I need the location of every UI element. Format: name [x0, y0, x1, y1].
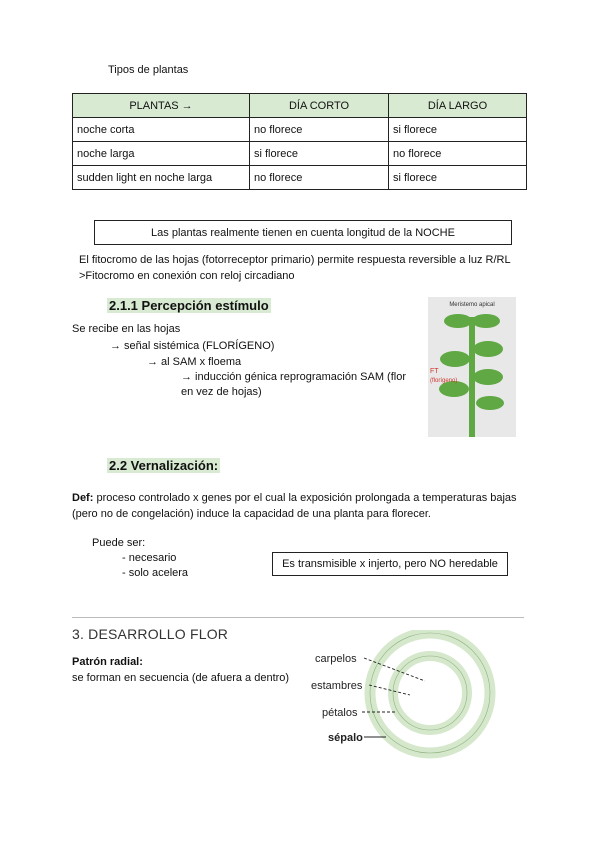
- perception-line-4: → inducción génica reprogramación SAM (flor: [181, 371, 406, 383]
- table-cell: noche corta: [73, 118, 250, 142]
- leaf: [440, 351, 470, 367]
- table-header-row: [73, 94, 527, 118]
- vernalization-title: 2.2 Vernalización:: [109, 458, 219, 473]
- flower-rings-diagram: [300, 630, 524, 762]
- option-solo-acelera: - solo acelera: [122, 567, 189, 579]
- table-cell: si florece: [389, 166, 527, 190]
- plant-figure: [428, 297, 516, 437]
- leaf: [444, 314, 472, 328]
- leaf: [476, 396, 504, 410]
- table-cell: no florece: [250, 166, 389, 190]
- graft-note-text: Es transmisible x injerto, pero NO heredable: [282, 558, 498, 570]
- header-dia-largo: DÍA LARGO: [389, 94, 527, 118]
- perception-title: 2.1.1 Percepción estímulo: [109, 298, 269, 313]
- perception-line-1: Se recibe en las hojas: [72, 323, 181, 335]
- perception-line-2: → señal sistémica (FLORÍGENO): [110, 340, 275, 352]
- label-petalos: pétalos: [322, 707, 358, 719]
- figure-label-florigeno: (florígeno): [430, 378, 458, 384]
- table-row: [73, 166, 527, 190]
- figure-label-meristem: Meristemo apical: [449, 302, 495, 308]
- label-estambres: estambres: [311, 680, 363, 692]
- table-cell: si florece: [389, 118, 527, 142]
- graft-note-box: [272, 552, 508, 576]
- header-dia-corto: DÍA CORTO: [250, 94, 389, 118]
- definition-line-1: [72, 492, 517, 504]
- table-cell: no florece: [389, 142, 527, 166]
- label-carpelos: carpelos: [315, 653, 357, 665]
- night-note-box: [94, 220, 512, 245]
- night-note-text: Las plantas realmente tienen en cuenta longitud de la NOCHE: [151, 226, 455, 239]
- perception-line-5: en vez de hojas): [181, 386, 262, 398]
- vernalization-heading: [107, 458, 220, 473]
- leaf: [472, 314, 500, 328]
- section-divider: [72, 617, 524, 618]
- fitocromo-line-1: El fitocromo de las hojas (fotorreceptor primario) permite respuesta reversible a luz R/RL: [79, 254, 511, 266]
- header-plantas: PLANTAS →: [73, 94, 250, 118]
- ring-petalos: [393, 656, 467, 730]
- option-necesario: - necesario: [122, 552, 177, 564]
- flower-section-title: 3. DESARROLLO FLOR: [72, 626, 229, 642]
- definition-text-1: proceso controlado x genes por el cual la exposición prolongada a temperaturas bajas: [93, 492, 517, 504]
- table-row: [73, 142, 527, 166]
- table-cell: no florece: [250, 118, 389, 142]
- label-sepalo: sépalo: [328, 732, 363, 744]
- table-cell: noche larga: [73, 142, 250, 166]
- can-be-label: Puede ser:: [92, 537, 146, 549]
- table-cell: sudden light en noche larga: [73, 166, 250, 190]
- table-row: [73, 118, 527, 142]
- table-cell: si florece: [250, 142, 389, 166]
- table-caption: Tipos de plantas: [108, 64, 189, 76]
- perception-line-3: → al SAM x floema: [147, 356, 242, 368]
- fitocromo-line-2: >Fitocromo en conexión con reloj circadiano: [79, 270, 295, 282]
- pattern-text: se forman en secuencia (de afuera a dentro): [72, 672, 290, 684]
- pattern-label: Patrón radial:: [72, 656, 143, 668]
- definition-line-2: (pero no de congelación) induce la capacidad de una planta para florecer.: [72, 508, 431, 520]
- plant-types-table: [72, 93, 527, 190]
- definition-label: Def:: [72, 492, 94, 504]
- leaf: [473, 369, 503, 385]
- leaf: [473, 341, 503, 357]
- perception-heading: [107, 298, 271, 313]
- figure-label-ft: FT: [430, 368, 439, 375]
